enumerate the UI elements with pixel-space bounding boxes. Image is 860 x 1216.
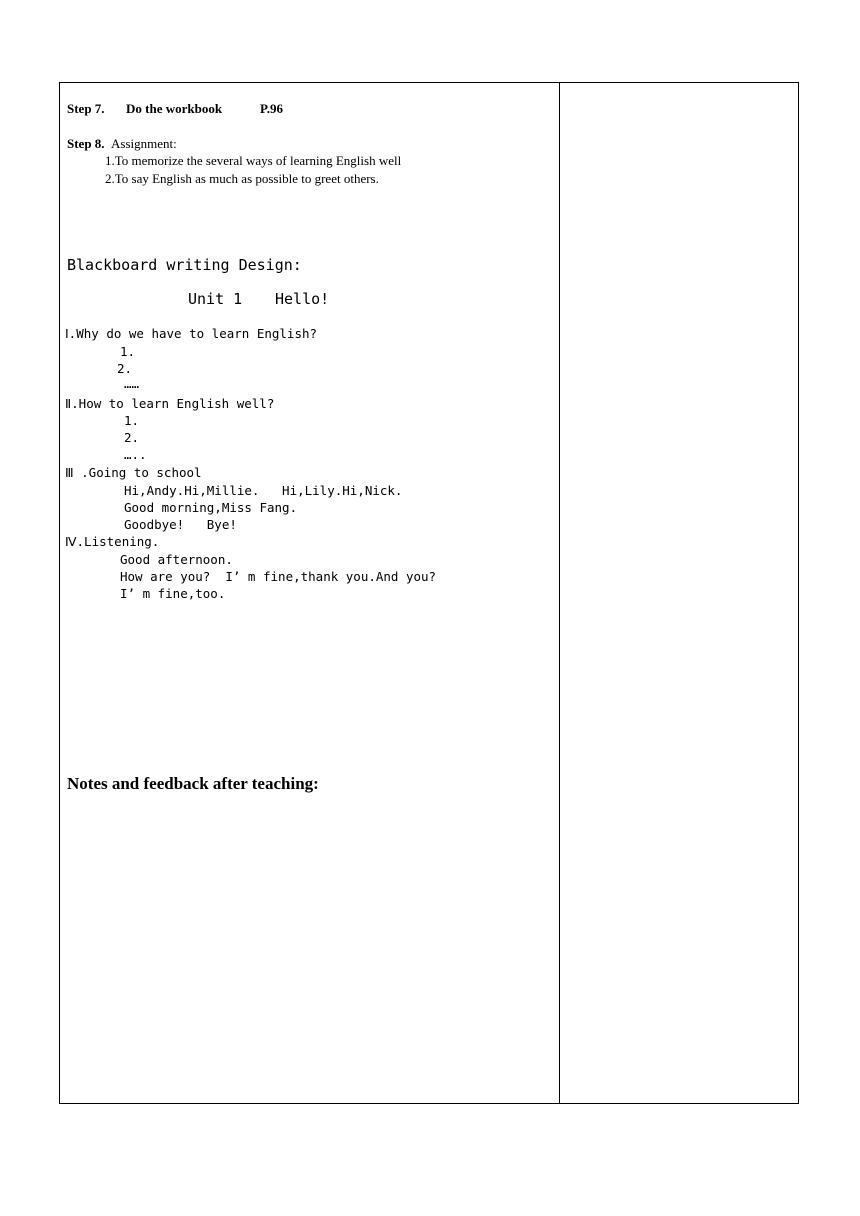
blackboard-heading: Blackboard writing Design: xyxy=(67,256,302,274)
section-title: Ⅳ.Listening. xyxy=(65,534,160,549)
section-title: Ⅲ .Going to school xyxy=(65,465,202,480)
section-line: 1. xyxy=(120,344,136,359)
step7-page: P.96 xyxy=(260,101,283,116)
section-title: Ⅱ.How to learn English well? xyxy=(65,396,275,411)
section-line: How are you? I’ m fine,thank you.And you? xyxy=(120,569,437,584)
section-line: ….. xyxy=(124,447,147,462)
section-line: Good afternoon. xyxy=(120,552,233,567)
step8-title: Assignment: xyxy=(111,136,177,151)
section-line: 2. xyxy=(124,430,140,445)
assignment-item: 2.To say English as much as possible to greet others. xyxy=(105,171,379,186)
section-line: Good morning,Miss Fang. xyxy=(124,500,298,515)
unit-title: Hello! xyxy=(275,290,330,308)
step8-label: Step 8. xyxy=(67,136,105,151)
section-line: I’ m fine,too. xyxy=(120,586,226,601)
section-line: 2. xyxy=(117,361,133,376)
section-line: …… xyxy=(124,376,140,391)
section-title: Ⅰ.Why do we have to learn English? xyxy=(65,326,318,341)
section-line: Goodbye! Bye! xyxy=(124,517,237,532)
section-line: Hi,Andy.Hi,Millie. Hi,Lily.Hi,Nick. xyxy=(124,483,403,498)
step7-task: Do the workbook xyxy=(126,101,223,116)
section-line: 1. xyxy=(124,413,140,428)
step7-label: Step 7. xyxy=(67,101,105,116)
column-divider xyxy=(559,83,560,1103)
assignment-item: 1.To memorize the several ways of learning English well xyxy=(105,153,402,168)
unit-number: Unit 1 xyxy=(188,290,243,308)
notes-heading: Notes and feedback after teaching: xyxy=(67,774,319,793)
